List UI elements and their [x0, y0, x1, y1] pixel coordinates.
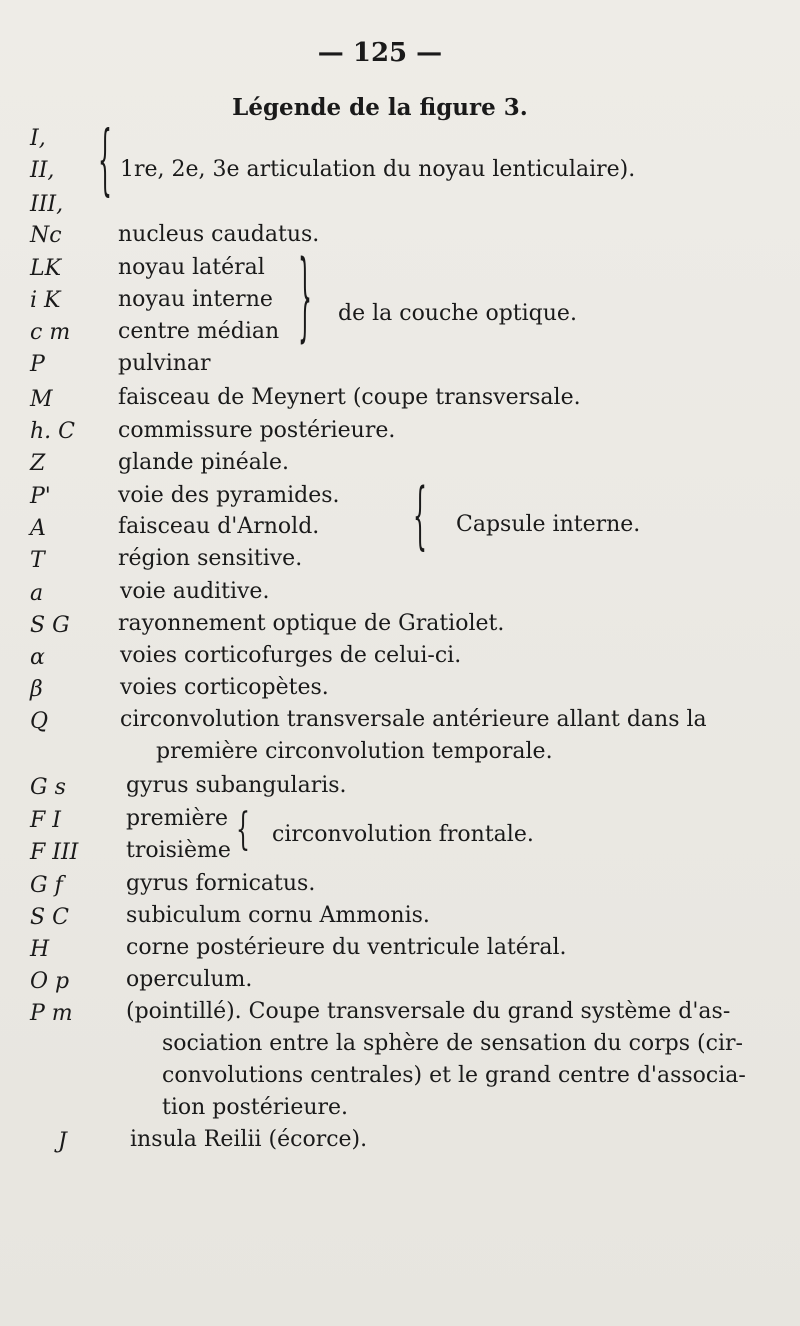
- legend-text: 1re, 2e, 3e articulation du noyau lenticulaire).: [120, 157, 636, 182]
- legend-abbr: S C: [30, 905, 69, 930]
- legend-abbr: H: [30, 937, 50, 962]
- group-label: de la couche optique.: [338, 301, 577, 326]
- group-label: Capsule interne.: [456, 512, 641, 537]
- legend-text: insula Reilii (écorce).: [130, 1127, 368, 1152]
- legend-abbr: T: [30, 548, 45, 573]
- legend-text: glande pinéale.: [118, 450, 289, 475]
- legend-abbr: LK: [30, 256, 62, 281]
- page-number: — 125 —: [317, 38, 443, 68]
- legend-text: gyrus subangularis.: [126, 773, 347, 798]
- brace: {: [413, 477, 427, 560]
- legend-text-continued: première circonvolution temporale.: [156, 739, 553, 764]
- legend-abbr: II,: [30, 158, 55, 183]
- legend-abbr: i K: [30, 288, 61, 313]
- legend-text: faisceau d'Arnold.: [118, 514, 320, 539]
- legend-abbr: G f: [30, 873, 63, 898]
- legend-text: corne postérieure du ventricule latéral.: [126, 935, 567, 960]
- legend-abbr: Z: [30, 451, 46, 476]
- legend-text: noyau latéral: [118, 255, 265, 280]
- legend-text: rayonnement optique de Gratiolet.: [118, 611, 505, 636]
- legend-text: commissure postérieure.: [118, 418, 396, 443]
- legend-text-continued: sociation entre la sphère de sensation du corps (cir-: [162, 1031, 743, 1056]
- legend-abbr: β: [30, 677, 43, 702]
- legend-abbr: P m: [30, 1001, 73, 1026]
- legend-abbr: h. C: [30, 419, 75, 444]
- legend-text: première: [126, 806, 229, 831]
- legend-text: voies corticofurges de celui-ci.: [120, 643, 462, 668]
- legend-text: région sensitive.: [118, 546, 303, 571]
- legend-abbr: P: [30, 352, 45, 377]
- legend-text: subiculum cornu Ammonis.: [126, 903, 430, 928]
- legend-abbr: α: [30, 645, 45, 670]
- legend-text: voie des pyramides.: [118, 483, 340, 508]
- legend-text: (pointillé). Coupe transversale du grand système d'as-: [126, 999, 731, 1024]
- legend-abbr: F I: [30, 808, 61, 833]
- legend-abbr: M: [30, 387, 53, 412]
- legend-abbr: J: [58, 1129, 67, 1154]
- brace: {: [98, 119, 112, 207]
- legend-text: nucleus caudatus.: [118, 222, 320, 247]
- legend-text: gyrus fornicatus.: [126, 871, 316, 896]
- legend-text: troisième: [126, 838, 231, 863]
- legend-text-continued: convolutions centrales) et le grand centre d'associa-: [162, 1063, 746, 1088]
- legend-text: circonvolution transversale antérieure allant dans la: [120, 707, 707, 732]
- legend-abbr: I,: [30, 126, 46, 151]
- page-title: Légende de la figure 3.: [232, 94, 528, 121]
- legend-text: voie auditive.: [120, 579, 270, 604]
- brace: {: [236, 806, 250, 856]
- legend-text: voies corticopètes.: [120, 675, 329, 700]
- legend-abbr: a: [30, 581, 44, 606]
- legend-abbr: A: [30, 516, 46, 541]
- legend-abbr: G s: [30, 775, 66, 800]
- legend-abbr: O p: [30, 969, 70, 994]
- legend-abbr: Nc: [30, 223, 62, 248]
- legend-abbr: c m: [30, 320, 71, 345]
- legend-text: pulvinar: [118, 351, 211, 376]
- brace: }: [298, 245, 312, 356]
- legend-abbr: S G: [30, 613, 70, 638]
- legend-text: operculum.: [126, 967, 253, 992]
- legend-text: noyau interne: [118, 287, 273, 312]
- legend-abbr: P': [30, 484, 51, 509]
- legend-abbr: III,: [30, 192, 64, 217]
- legend-abbr: F III: [30, 840, 79, 865]
- legend-text: faisceau de Meynert (coupe transversale.: [118, 385, 581, 410]
- legend-text-continued: tion postérieure.: [162, 1095, 349, 1120]
- legend-text: centre médian: [118, 319, 280, 344]
- group-label: circonvolution frontale.: [272, 822, 534, 847]
- legend-abbr: Q: [30, 709, 49, 734]
